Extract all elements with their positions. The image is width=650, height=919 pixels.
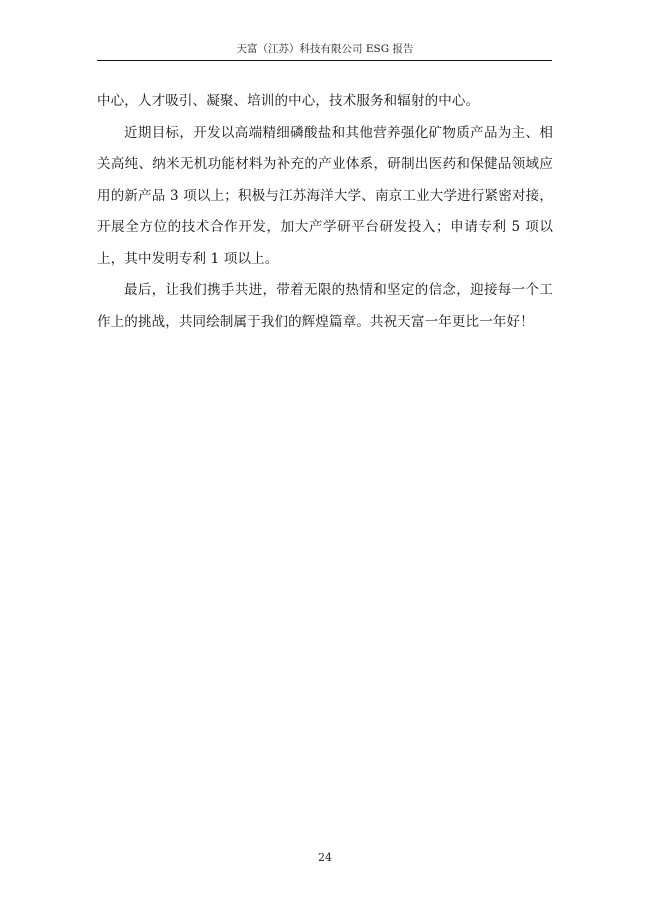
body-text xyxy=(97,86,553,338)
page-header-title: 天富（江苏）科技有限公司 ESG 报告 xyxy=(236,43,414,55)
paragraph-near-term-goals: 近期目标，开发以高端精细磷酸盐和其他营养强化矿物质产品为主、相关高纯、纳米无机功能材料为补充的产业体系，研制出医药和保健品领域应用的新产品 3 项以上；积极与江苏海洋大学、南京工业大学进行紧密对接，开展全方位的技术合作开发，加大产学研平台研发投入；申请专利 5 项以上，其中发明专利 1 项以上。 xyxy=(97,124,553,267)
paragraph-closing: 最后，让我们携手共进，带着无限的热情和坚定的信念，迎接每一个工作上的挑战，共同绘制属于我们的辉煌篇章。共祝天富一年更比一年好！ xyxy=(97,282,553,330)
paragraph-continuation: 中心，人才吸引、凝聚、培训的中心，技术服务和辐射的中心。 xyxy=(97,93,480,109)
header-divider xyxy=(97,60,552,61)
page-number: 24 xyxy=(318,851,332,864)
